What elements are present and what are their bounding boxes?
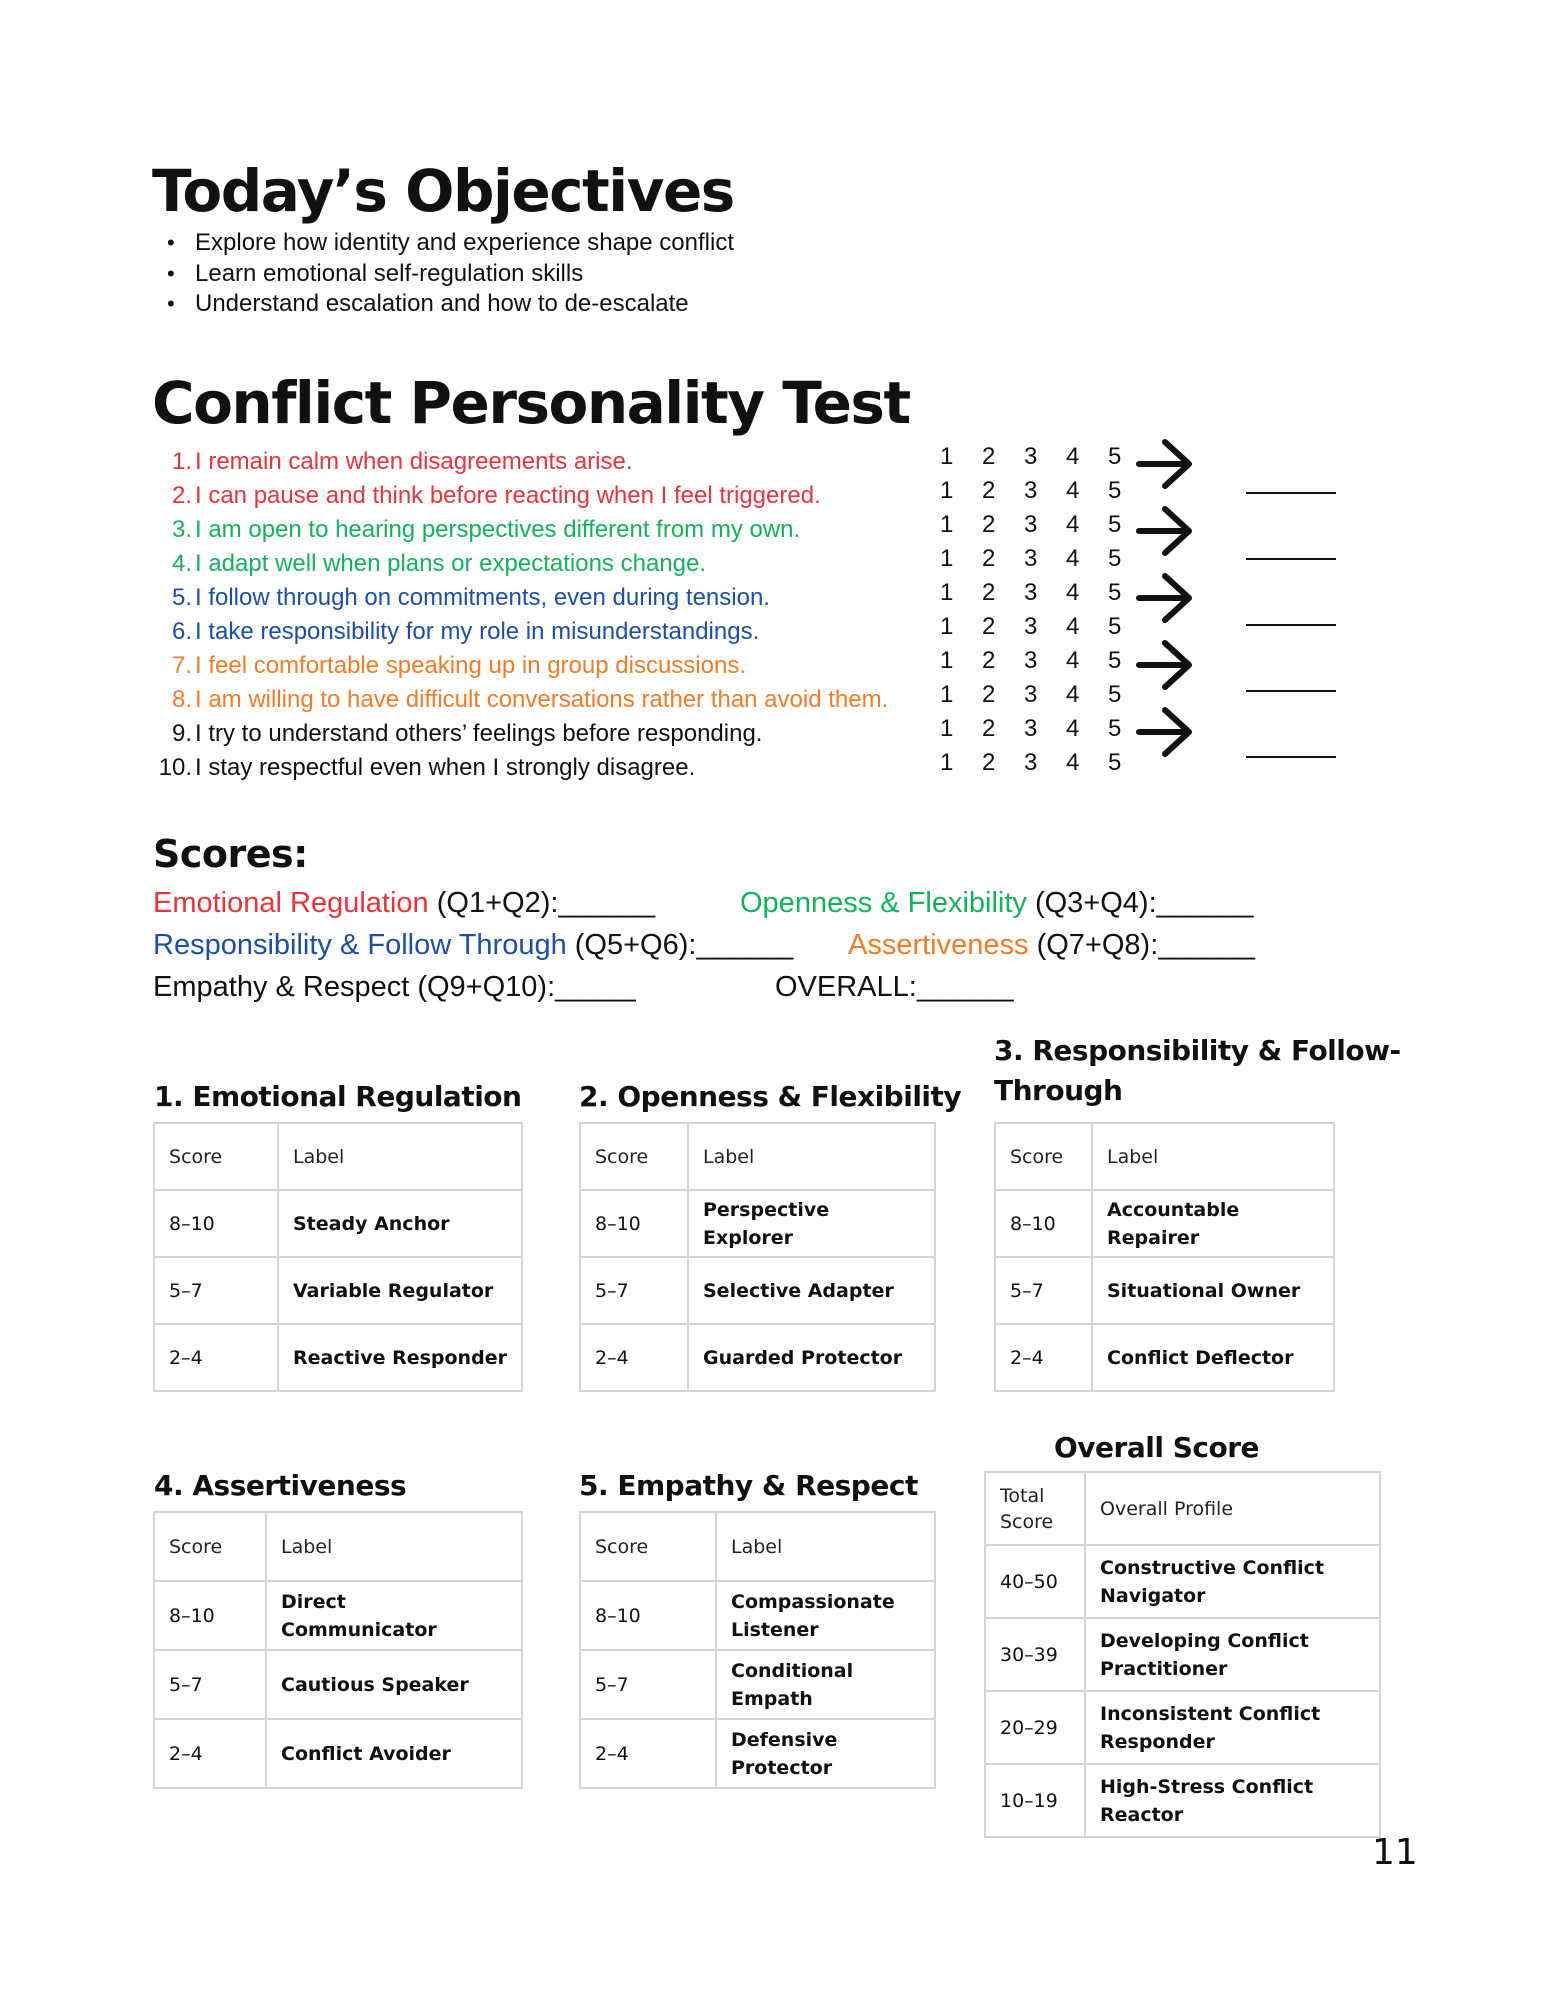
rating-option[interactable]: 3 — [1024, 715, 1038, 742]
question-item: 8. I am willing to have difficult conversations rather than avoid them. — [171, 686, 889, 713]
rating-option[interactable]: 3 — [1024, 647, 1038, 674]
rating-option[interactable]: 1 — [940, 579, 954, 606]
objective-item: • Learn emotional self-regulation skills — [195, 259, 734, 290]
score-assertiveness: Assertiveness (Q7+Q8):______ — [848, 929, 1256, 961]
rating-option[interactable]: 2 — [982, 647, 996, 674]
rating-option[interactable]: 5 — [1108, 545, 1122, 572]
rating-option[interactable]: 2 — [982, 545, 996, 572]
table-header: Total Score — [985, 1472, 1085, 1545]
table-row: 2–4 Conflict Deflector — [995, 1324, 1334, 1391]
table-row: 8–10 Steady Anchor — [154, 1190, 522, 1257]
rating-row — [940, 644, 1150, 678]
table-row: 5–7 Selective Adapter — [580, 1257, 935, 1324]
rating-option[interactable]: 1 — [940, 545, 954, 572]
table-header: Label — [278, 1123, 522, 1190]
rating-option[interactable]: 3 — [1024, 681, 1038, 708]
arrow-right-icon — [1135, 503, 1197, 559]
table-row: 8–10 Accountable Repairer — [995, 1190, 1334, 1257]
questions-list — [130, 445, 888, 785]
rating-row — [940, 678, 1150, 712]
rating-option[interactable]: 4 — [1066, 477, 1080, 504]
rating-option[interactable]: 3 — [1024, 477, 1038, 504]
question-item: 3. I am open to hearing perspectives different from my own. — [171, 516, 801, 543]
rating-option[interactable]: 1 — [940, 681, 954, 708]
arrow-right-icon — [1135, 436, 1197, 492]
table-header: Label — [266, 1512, 522, 1581]
page-number: 11 — [1372, 1832, 1418, 1873]
table-header: Overall Profile — [1085, 1472, 1380, 1545]
openness-flexibility-table — [579, 1122, 936, 1392]
table-row: 8–10 Direct Communicator — [154, 1581, 522, 1650]
empathy-respect-table — [579, 1511, 936, 1789]
responsibility-table — [994, 1122, 1335, 1392]
rating-option[interactable]: 1 — [940, 443, 954, 470]
score-empathy: Empathy & Respect (Q9+Q10):_____ — [153, 971, 636, 1003]
emotional-regulation-table — [153, 1122, 523, 1392]
rating-option[interactable]: 1 — [940, 749, 954, 776]
rating-option[interactable]: 5 — [1108, 715, 1122, 742]
answer-blank[interactable] — [1246, 690, 1336, 692]
rating-option[interactable]: 4 — [1066, 681, 1080, 708]
rating-option[interactable]: 3 — [1024, 749, 1038, 776]
table-row: 20–29 Inconsistent Conflict Responder — [985, 1691, 1380, 1764]
score-responsibility: Responsibility & Follow Through (Q5+Q6):______ — [153, 929, 794, 961]
table-row: 2–4 Defensive Protector — [580, 1719, 935, 1788]
question-item: 7. I feel comfortable speaking up in group discussions. — [171, 652, 746, 679]
assertiveness-table — [153, 1511, 523, 1789]
objectives-title: Today’s Objectives — [152, 157, 734, 225]
table-header: Label — [716, 1512, 935, 1581]
question-item: 9. I try to understand others’ feelings before responding. — [171, 720, 763, 747]
rating-option[interactable]: 2 — [982, 579, 996, 606]
table-row: 5–7 Cautious Speaker — [154, 1650, 522, 1719]
arrow-right-icon — [1135, 637, 1197, 693]
table-header: Score — [580, 1123, 688, 1190]
rating-option[interactable]: 4 — [1066, 749, 1080, 776]
table-row: 2–4 Guarded Protector — [580, 1324, 935, 1391]
rating-option[interactable]: 1 — [940, 715, 954, 742]
table-title: 4. Assertiveness — [154, 1469, 407, 1502]
rating-option[interactable]: 4 — [1066, 545, 1080, 572]
rating-option[interactable]: 1 — [940, 511, 954, 538]
answer-blank[interactable] — [1246, 624, 1336, 626]
table-row: 30–39 Developing Conflict Practitioner — [985, 1618, 1380, 1691]
table-title: 3. Responsibility & Follow- Through — [994, 1034, 1401, 1107]
table-header: Label — [688, 1123, 935, 1190]
rating-option[interactable]: 5 — [1108, 681, 1122, 708]
table-row: 8–10 Perspective Explorer — [580, 1190, 935, 1257]
objectives-list — [195, 228, 734, 320]
question-item: 5. I follow through on commitments, even during tension. — [171, 584, 770, 611]
rating-option[interactable]: 2 — [982, 511, 996, 538]
table-row: 5–7 Situational Owner — [995, 1257, 1334, 1324]
rating-option[interactable]: 1 — [940, 647, 954, 674]
rating-row — [940, 440, 1150, 474]
arrow-right-icon — [1135, 570, 1197, 626]
table-row: 2–4 Reactive Responder — [154, 1324, 522, 1391]
table-row: 40–50 Constructive Conflict Navigator — [985, 1545, 1380, 1618]
rating-row — [940, 474, 1150, 508]
rating-row — [940, 542, 1150, 576]
rating-option[interactable]: 1 — [940, 613, 954, 640]
test-title: Conflict Personality Test — [152, 369, 910, 437]
answer-blank[interactable] — [1246, 756, 1336, 758]
rating-option[interactable]: 3 — [1024, 579, 1038, 606]
objective-item: • Understand escalation and how to de-escalate — [195, 289, 734, 320]
table-row: 5–7 Conditional Empath — [580, 1650, 935, 1719]
table-title: Overall Score — [1054, 1431, 1259, 1464]
rating-option[interactable]: 2 — [982, 681, 996, 708]
question-item: 2. I can pause and think before reacting when I feel triggered. — [171, 482, 821, 509]
rating-option[interactable]: 2 — [982, 477, 996, 504]
rating-row — [940, 576, 1150, 610]
rating-option[interactable]: 4 — [1066, 511, 1080, 538]
answer-blank[interactable] — [1246, 492, 1336, 494]
rating-option[interactable]: 5 — [1108, 511, 1122, 538]
rating-option[interactable]: 3 — [1024, 613, 1038, 640]
rating-option[interactable]: 4 — [1066, 715, 1080, 742]
rating-option[interactable]: 5 — [1108, 443, 1122, 470]
rating-option[interactable]: 2 — [982, 749, 996, 776]
score-openness: Openness & Flexibility (Q3+Q4):______ — [740, 887, 1254, 919]
rating-option[interactable]: 2 — [982, 613, 996, 640]
score-overall: OVERALL:______ — [775, 971, 1014, 1003]
rating-option[interactable]: 5 — [1108, 579, 1122, 606]
rating-option[interactable]: 2 — [982, 443, 996, 470]
table-row: 8–10 Compassionate Listener — [580, 1581, 935, 1650]
rating-option[interactable]: 3 — [1024, 511, 1038, 538]
scores-title: Scores: — [153, 832, 308, 876]
question-item: 4. I adapt well when plans or expectations change. — [171, 550, 706, 577]
arrow-right-icon — [1135, 704, 1197, 760]
rating-option[interactable]: 5 — [1108, 477, 1122, 504]
rating-option[interactable]: 1 — [940, 477, 954, 504]
table-header: Score — [154, 1512, 266, 1581]
rating-option[interactable]: 4 — [1066, 613, 1080, 640]
table-title: 5. Empathy & Respect — [579, 1469, 918, 1502]
rating-option[interactable]: 5 — [1108, 647, 1122, 674]
rating-option[interactable]: 4 — [1066, 443, 1080, 470]
rating-row — [940, 746, 1150, 780]
table-header: Score — [154, 1123, 278, 1190]
table-title: 2. Openness & Flexibility — [579, 1080, 962, 1113]
table-header: Score — [580, 1512, 716, 1581]
rating-option[interactable]: 4 — [1066, 579, 1080, 606]
question-item: 1. I remain calm when disagreements arise. — [171, 448, 633, 475]
objective-item: • Explore how identity and experience shape conflict — [195, 228, 734, 259]
rating-option[interactable]: 2 — [982, 715, 996, 742]
rating-scale — [940, 440, 1150, 780]
rating-option[interactable]: 3 — [1024, 545, 1038, 572]
rating-option[interactable]: 5 — [1108, 749, 1122, 776]
rating-row — [940, 508, 1150, 542]
answer-blank[interactable] — [1246, 558, 1336, 560]
question-item: 6. I take responsibility for my role in misunderstandings. — [171, 618, 760, 645]
rating-row — [940, 610, 1150, 644]
rating-row — [940, 712, 1150, 746]
table-header: Label — [1092, 1123, 1334, 1190]
table-row: 10–19 High-Stress Conflict Reactor — [985, 1764, 1380, 1837]
table-row: 2–4 Conflict Avoider — [154, 1719, 522, 1788]
question-item: 10. I stay respectful even when I strongly disagree. — [158, 754, 696, 781]
overall-score-table — [984, 1471, 1381, 1838]
table-row: 5–7 Variable Regulator — [154, 1257, 522, 1324]
rating-option[interactable]: 4 — [1066, 647, 1080, 674]
rating-option[interactable]: 5 — [1108, 613, 1122, 640]
table-header: Score — [995, 1123, 1092, 1190]
table-title: 1. Emotional Regulation — [154, 1080, 522, 1113]
rating-option[interactable]: 3 — [1024, 443, 1038, 470]
score-emotional: Emotional Regulation (Q1+Q2):______ — [153, 887, 656, 919]
